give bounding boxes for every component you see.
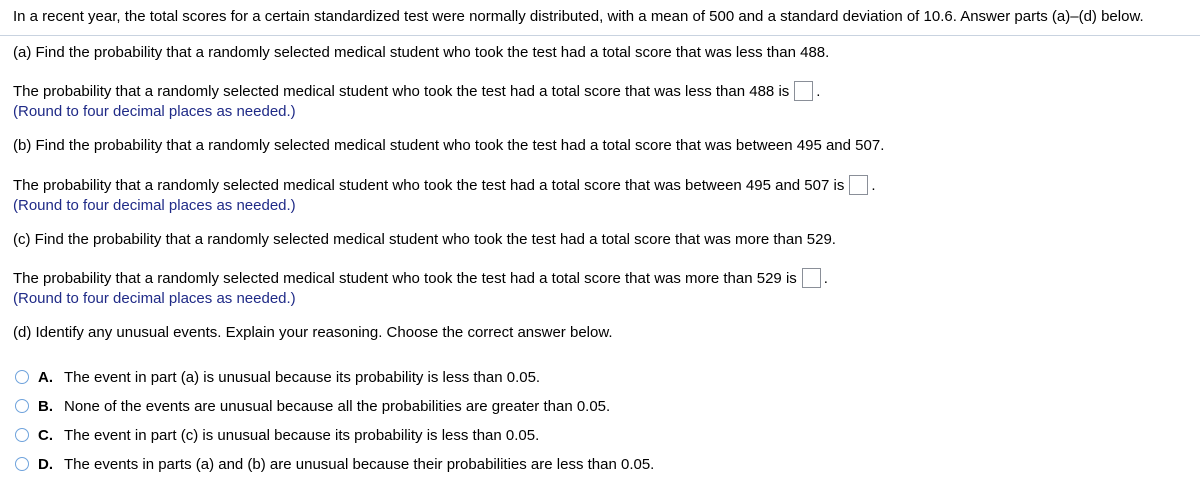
- choice-c-letter: C.: [38, 427, 53, 444]
- part-a-answer-prefix: The probability that a randomly selected medical student who took the test had a total score that was less than 488 is: [13, 83, 790, 100]
- header-divider: [0, 35, 1200, 36]
- choice-d-text: The events in parts (a) and (b) are unusual because their probabilities are less than 0.05.: [64, 456, 655, 473]
- part-b-question: (b) Find the probability that a randomly selected medical student who took the test had a total score that was between 495 and 507.: [13, 137, 885, 154]
- choice-c-text: The event in part (c) is unusual because its probability is less than 0.05.: [64, 427, 540, 444]
- choice-a[interactable]: [15, 369, 540, 387]
- choice-a-letter: A.: [38, 369, 53, 386]
- choice-b-letter: B.: [38, 398, 53, 415]
- part-a-answer-suffix: .: [816, 83, 821, 100]
- problem-intro: In a recent year, the total scores for a certain standardized test were normally distributed, with a mean of 500 and a standard deviation of 10.6. Answer parts (a)–(d) below.: [13, 8, 1144, 25]
- part-b-answer-suffix: .: [871, 177, 876, 194]
- part-b-answer-line: [13, 175, 876, 195]
- part-c-answer-suffix: .: [823, 270, 828, 287]
- part-a-answer-line: [13, 81, 820, 101]
- part-c-rounding-hint: (Round to four decimal places as needed.): [13, 290, 296, 307]
- part-c-question: (c) Find the probability that a randomly selected medical student who took the test had a total score that was more than 529.: [13, 231, 836, 248]
- part-a-answer-input[interactable]: [794, 81, 813, 101]
- radio-button-a[interactable]: [15, 370, 29, 384]
- part-d-question: (d) Identify any unusual events. Explain your reasoning. Choose the correct answer below.: [13, 324, 613, 341]
- choice-b[interactable]: [15, 398, 610, 416]
- choice-b-text: None of the events are unusual because all the probabilities are greater than 0.05.: [64, 398, 611, 415]
- part-c-answer-prefix: The probability that a randomly selected medical student who took the test had a total score that was more than 529 is: [13, 270, 797, 287]
- choice-d-letter: D.: [38, 456, 53, 473]
- part-b-rounding-hint: (Round to four decimal places as needed.): [13, 197, 296, 214]
- part-c-answer-line: [13, 268, 828, 288]
- part-b-answer-prefix: The probability that a randomly selected medical student who took the test had a total score that was between 495 and 507 is: [13, 177, 845, 194]
- choice-d[interactable]: [15, 456, 654, 474]
- part-a-question: (a) Find the probability that a randomly selected medical student who took the test had a total score that was less than 488.: [13, 44, 830, 61]
- choice-a-text: The event in part (a) is unusual because its probability is less than 0.05.: [64, 369, 541, 386]
- part-c-answer-input[interactable]: [802, 268, 821, 288]
- choice-c[interactable]: [15, 427, 539, 445]
- part-a-rounding-hint: (Round to four decimal places as needed.): [13, 103, 296, 120]
- radio-button-b[interactable]: [15, 399, 29, 413]
- radio-button-d[interactable]: [15, 457, 29, 471]
- part-b-answer-input[interactable]: [849, 175, 868, 195]
- radio-button-c[interactable]: [15, 428, 29, 442]
